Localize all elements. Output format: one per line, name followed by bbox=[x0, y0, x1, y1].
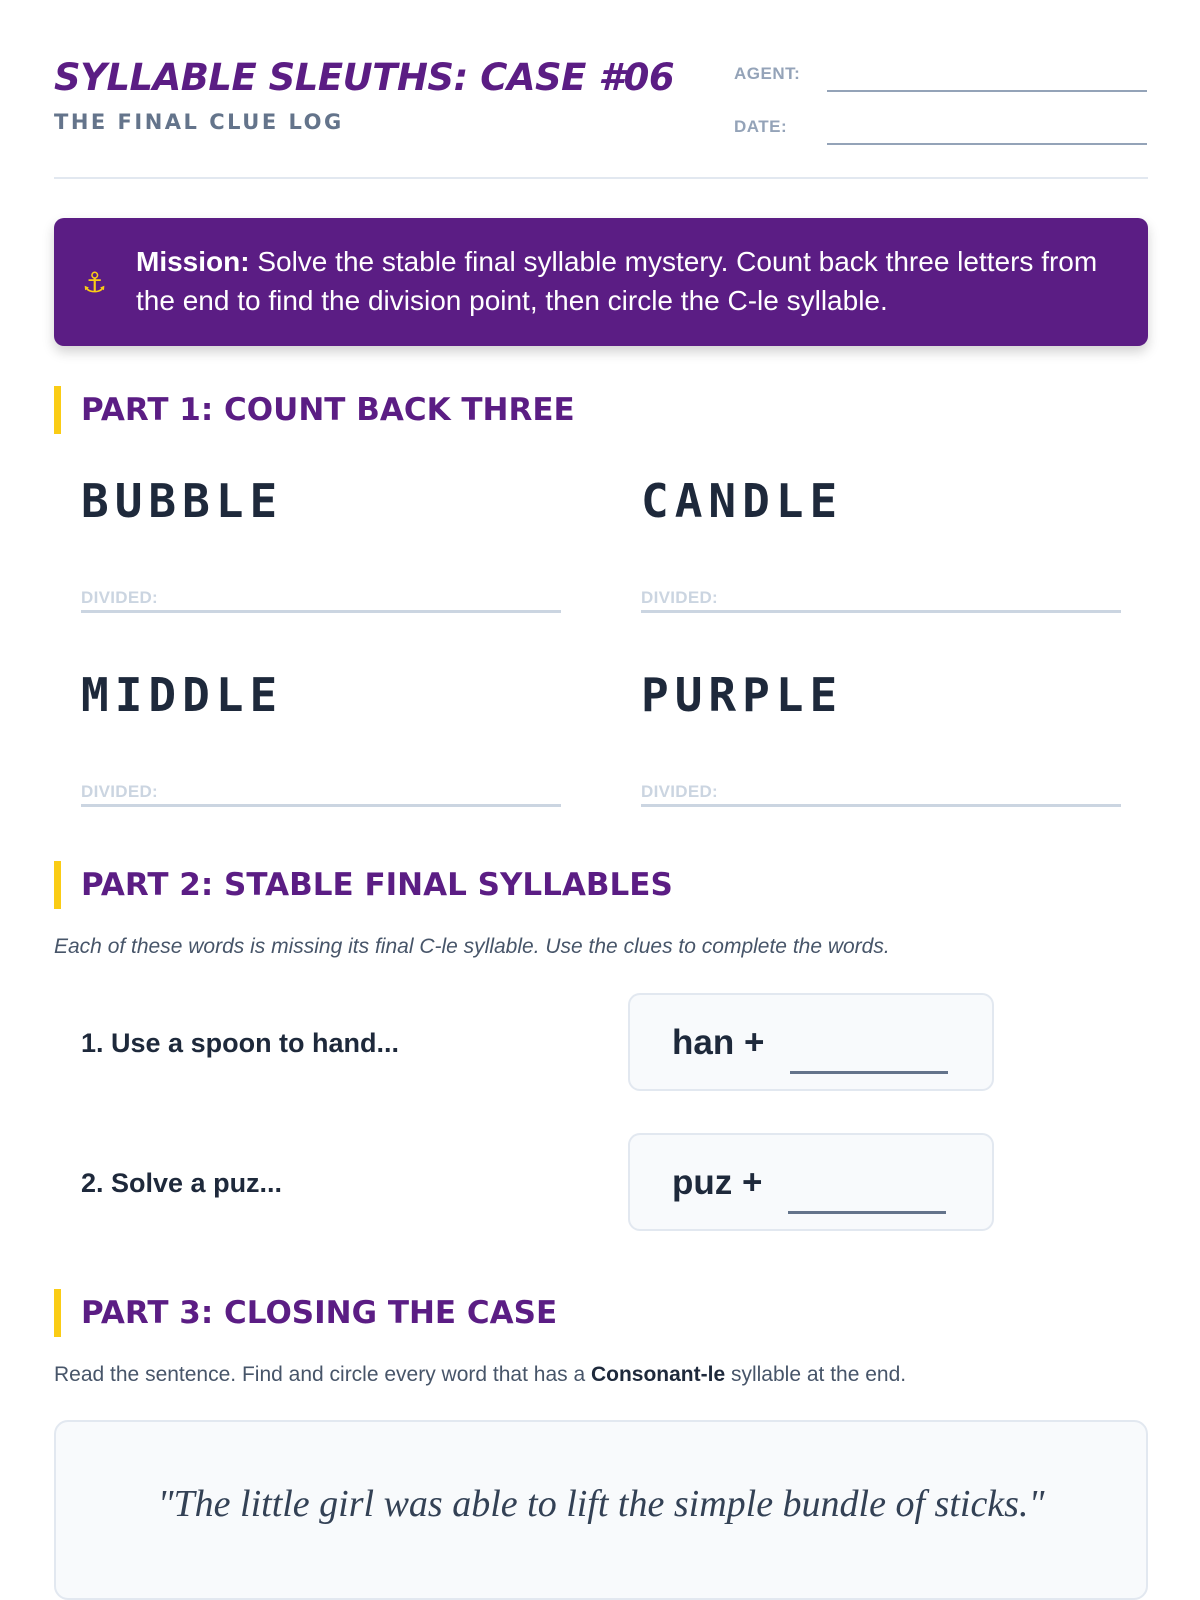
part2-heading: PART 2: STABLE FINAL SYLLABLES bbox=[54, 861, 673, 909]
answer-stem: han + bbox=[672, 1023, 765, 1062]
part3-instructions bbox=[54, 1363, 906, 1387]
answer-box bbox=[628, 993, 994, 1091]
divided-answer-line[interactable] bbox=[641, 804, 1121, 807]
part2-instructions: Each of these words is missing its final C-le syllable. Use the clues to complete the words. bbox=[54, 935, 890, 958]
part3-heading: PART 3: CLOSING THE CASE bbox=[54, 1289, 557, 1337]
divided-answer-line[interactable] bbox=[81, 610, 561, 613]
divided-label: DIVIDED: bbox=[81, 782, 159, 801]
part3-instructions-start: Read the sentence. Find and circle every word that has a bbox=[54, 1363, 591, 1386]
date-field[interactable] bbox=[827, 143, 1147, 145]
practice-sentence[interactable]: "The little girl was able to lift the simple bundle of sticks." bbox=[157, 1483, 1045, 1525]
divided-label: DIVIDED: bbox=[641, 588, 719, 607]
clue-text: 1. Use a spoon to hand... bbox=[81, 1028, 400, 1058]
part1-word: MIDDLE bbox=[81, 668, 284, 722]
part1-word: CANDLE bbox=[641, 474, 844, 528]
answer-stem: puz + bbox=[672, 1163, 763, 1202]
part3-instructions-bold: Consonant-le bbox=[590, 1363, 726, 1386]
mission-label: Mission: bbox=[136, 246, 250, 277]
clue-text: 2. Solve a puz... bbox=[81, 1168, 283, 1198]
part1-word: PURPLE bbox=[641, 668, 844, 722]
worksheet-title: SYLLABLE SLEUTHS: CASE #06 bbox=[54, 56, 675, 99]
anchor-icon: ⚓ bbox=[82, 267, 108, 298]
date-label: DATE: bbox=[734, 117, 788, 136]
worksheet-subtitle: THE FINAL CLUE LOG bbox=[54, 110, 344, 134]
worksheet-header bbox=[54, 0, 1148, 179]
worksheet-page bbox=[54, 0, 1148, 1525]
agent-field[interactable] bbox=[827, 90, 1147, 92]
divided-answer-line[interactable] bbox=[81, 804, 561, 807]
answer-blank[interactable] bbox=[788, 1211, 946, 1214]
mission-banner bbox=[54, 218, 1148, 346]
part1-word: BUBBLE bbox=[81, 474, 284, 528]
divided-label: DIVIDED: bbox=[81, 588, 159, 607]
divided-label: DIVIDED: bbox=[641, 782, 719, 801]
divided-answer-line[interactable] bbox=[641, 610, 1121, 613]
part1-heading: PART 1: COUNT BACK THREE bbox=[54, 386, 575, 434]
sentence-box bbox=[54, 1420, 1148, 1600]
agent-label: AGENT: bbox=[734, 64, 801, 83]
answer-blank[interactable] bbox=[790, 1071, 948, 1074]
part3-instructions-end: syllable at the end. bbox=[725, 1363, 907, 1386]
mission-body: Solve the stable final syllable mystery. Count back three letters from the end to find the division point, then circle the C-le syllable. bbox=[136, 246, 1098, 316]
answer-box bbox=[628, 1133, 994, 1231]
mission-text bbox=[136, 242, 1136, 320]
